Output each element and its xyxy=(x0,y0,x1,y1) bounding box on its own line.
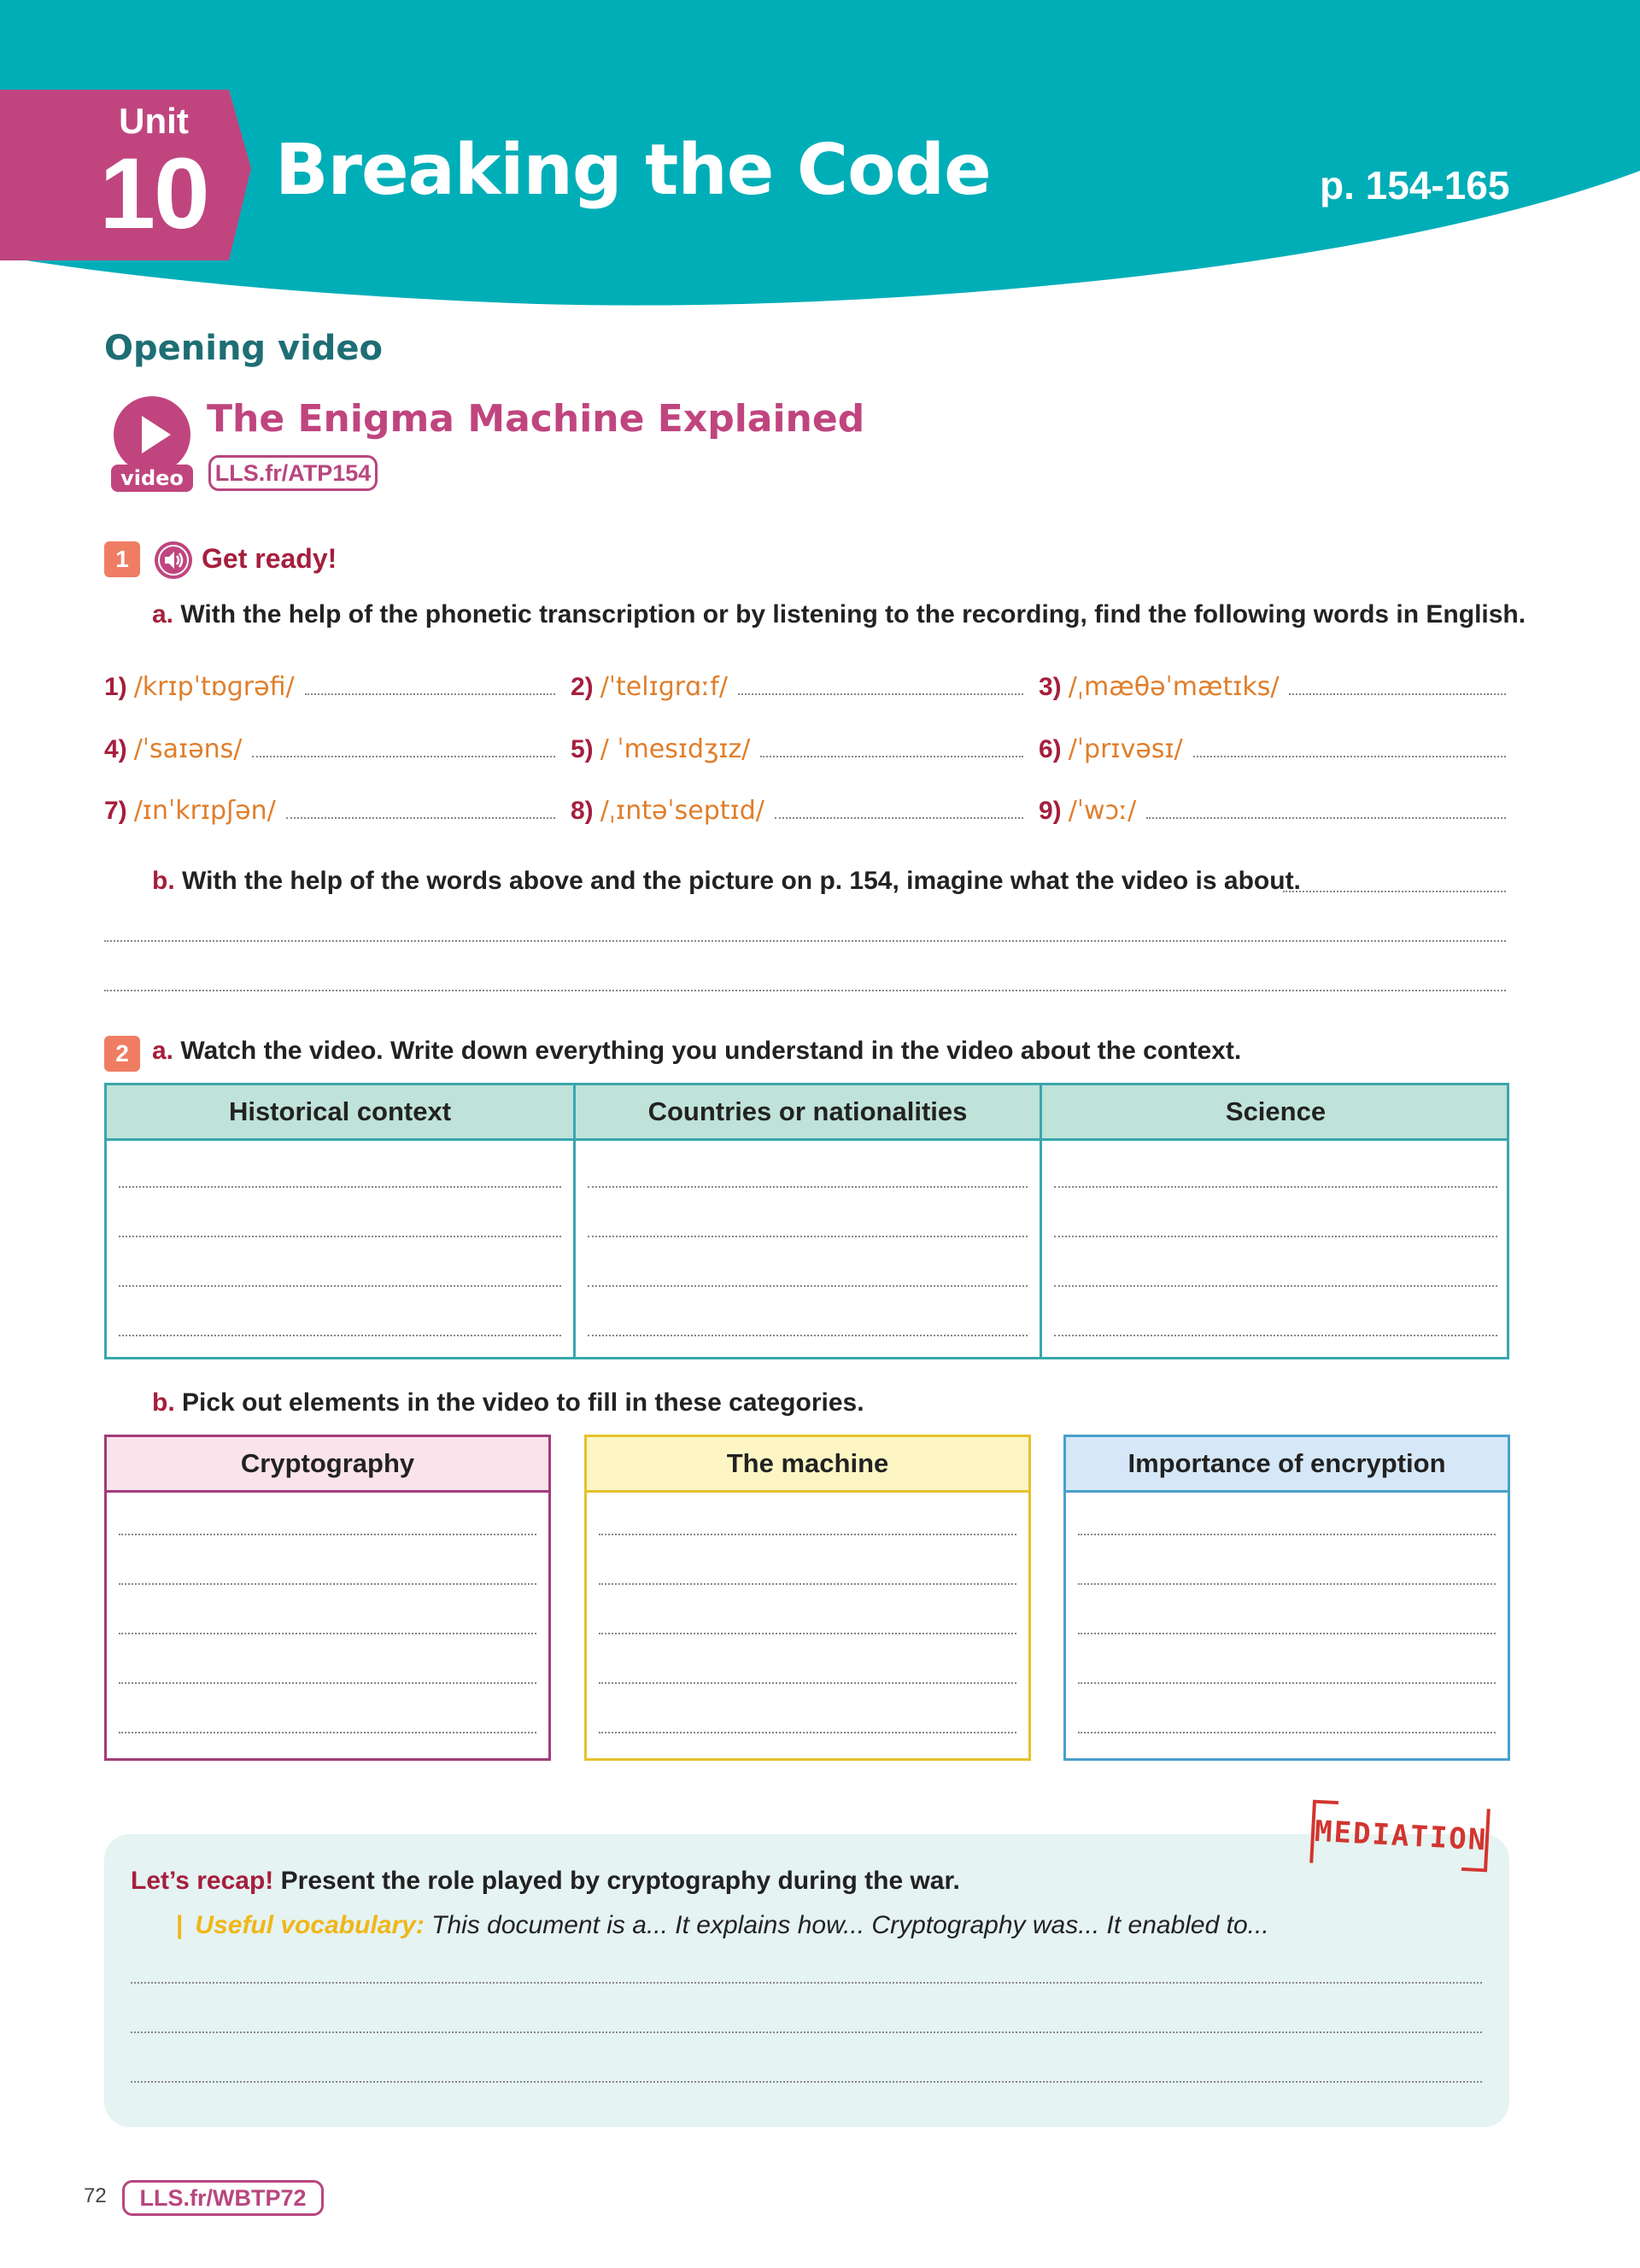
phonetic-number: 6) xyxy=(1039,735,1062,763)
page-number: 72 xyxy=(84,2184,107,2207)
category-title-machine: The machine xyxy=(726,1448,889,1478)
phonetic-number: 4) xyxy=(104,735,127,763)
answer-line[interactable] xyxy=(1146,817,1506,819)
divider xyxy=(107,1138,1507,1141)
answer-line[interactable] xyxy=(286,817,555,819)
answer-line[interactable] xyxy=(738,693,1023,695)
phonetic-number: 5) xyxy=(571,735,594,763)
answer-line[interactable] xyxy=(119,1534,536,1535)
answer-line[interactable] xyxy=(1283,891,1506,892)
recap-instruction xyxy=(131,1867,960,1896)
answer-line[interactable] xyxy=(1078,1682,1496,1684)
exercise-1a-text: With the help of the phonetic transcription or by listening to the recording, find the following words in English. xyxy=(180,600,1526,628)
exercise-1b-letter: b. xyxy=(152,867,175,895)
answer-line[interactable] xyxy=(1054,1335,1497,1336)
exercise-2-number: 2 xyxy=(104,1036,140,1072)
divider xyxy=(107,1490,548,1493)
answer-line[interactable] xyxy=(119,1682,536,1684)
phonetic-item[interactable] xyxy=(571,664,1023,702)
table-header-science: Science xyxy=(1225,1096,1327,1126)
exercise-2a-text: Watch the video. Write down everything you understand in the video about the context. xyxy=(180,1037,1242,1065)
answer-line[interactable] xyxy=(305,693,555,695)
answer-line[interactable] xyxy=(119,1236,561,1237)
answer-line[interactable] xyxy=(119,1732,536,1733)
recap-text: Present the role played by cryptography during the war. xyxy=(280,1867,960,1895)
phonetic-item[interactable] xyxy=(571,727,1023,764)
phonetic-number: 9) xyxy=(1039,797,1062,825)
audio-icon[interactable] xyxy=(154,541,193,580)
phonetic-number: 1) xyxy=(104,673,127,701)
category-title-cryptography: Cryptography xyxy=(240,1448,415,1478)
phonetic-item[interactable] xyxy=(104,727,555,764)
useful-vocabulary xyxy=(176,1911,1269,1940)
answer-line[interactable] xyxy=(119,1186,561,1188)
answer-line[interactable] xyxy=(1054,1186,1497,1188)
exercise-2a-letter: a. xyxy=(152,1037,174,1065)
vocab-label: Useful vocabulary: xyxy=(195,1911,425,1939)
phonetic-transcription: /ˈprɪvəsɪ/ xyxy=(1068,734,1183,764)
answer-line[interactable] xyxy=(599,1682,1016,1684)
phonetic-number: 7) xyxy=(104,797,127,825)
exercise-2a-instruction xyxy=(152,1037,1241,1066)
exercise-1-title: Get ready! xyxy=(202,543,337,574)
answer-line[interactable] xyxy=(1078,1583,1496,1585)
phonetic-item[interactable] xyxy=(104,664,555,702)
answer-line[interactable] xyxy=(599,1534,1016,1535)
answer-line[interactable] xyxy=(1078,1732,1496,1733)
divider xyxy=(587,1490,1028,1493)
play-icon[interactable] xyxy=(109,395,195,497)
answer-line[interactable] xyxy=(131,2081,1482,2083)
answer-line[interactable] xyxy=(1054,1236,1497,1237)
answer-line[interactable] xyxy=(588,1186,1028,1188)
phonetic-number: 2) xyxy=(571,673,594,701)
video-link[interactable]: LLS.fr/ATP154 xyxy=(208,455,378,491)
table-header-countries: Countries or nationalities xyxy=(647,1096,968,1126)
answer-line[interactable] xyxy=(599,1633,1016,1634)
answer-line[interactable] xyxy=(775,817,1023,819)
video-icon-label: video xyxy=(120,466,184,490)
answer-line[interactable] xyxy=(119,1583,536,1585)
video-title: The Enigma Machine Explained xyxy=(207,397,865,441)
exercise-2b-text: Pick out elements in the video to fill in these categories. xyxy=(182,1388,864,1417)
category-title-encryption: Importance of encryption xyxy=(1128,1448,1446,1478)
exercise-1a-letter: a. xyxy=(152,600,174,628)
answer-line[interactable] xyxy=(119,1633,536,1634)
answer-line[interactable] xyxy=(588,1236,1028,1237)
answer-line[interactable] xyxy=(1078,1633,1496,1634)
phonetic-number: 3) xyxy=(1039,673,1062,701)
table-header-historical-context: Historical context xyxy=(228,1096,452,1126)
phonetic-transcription: /ˈtelɪɡrɑːf/ xyxy=(600,672,728,702)
context-table xyxy=(104,1083,1509,1359)
category-box-encryption xyxy=(1063,1435,1510,1761)
answer-line[interactable] xyxy=(1193,756,1506,757)
vocab-bar: | xyxy=(176,1911,184,1939)
page-range: p. 154-165 xyxy=(1320,163,1510,208)
answer-line[interactable] xyxy=(252,756,555,757)
answer-line[interactable] xyxy=(588,1285,1028,1287)
category-box-cryptography xyxy=(104,1435,551,1761)
answer-line[interactable] xyxy=(1289,693,1506,695)
phonetic-transcription: /ˌmæθəˈmætɪks/ xyxy=(1068,672,1280,702)
answer-line[interactable] xyxy=(599,1732,1016,1733)
answer-line[interactable] xyxy=(131,1982,1482,1984)
unit-label: Unit xyxy=(119,101,189,141)
answer-line[interactable] xyxy=(1054,1285,1497,1287)
phonetic-transcription: /ˈwɔː/ xyxy=(1068,796,1137,826)
answer-line[interactable] xyxy=(588,1335,1028,1336)
phonetic-item[interactable] xyxy=(104,788,555,826)
page-title: Breaking the Code xyxy=(275,130,991,211)
vocab-text: This document is a... It explains how... Cryptography was... It enabled to... xyxy=(431,1911,1269,1939)
exercise-1b-instruction xyxy=(152,867,1301,896)
exercise-1a-instruction xyxy=(152,600,1526,629)
divider xyxy=(1066,1490,1508,1493)
recap-label: Let’s recap! xyxy=(131,1867,274,1895)
exercise-2b-instruction xyxy=(152,1388,864,1418)
answer-line[interactable] xyxy=(119,1335,561,1336)
answer-line[interactable] xyxy=(760,756,1023,757)
answer-line[interactable] xyxy=(104,990,1506,991)
answer-line[interactable] xyxy=(131,2031,1482,2033)
phonetic-number: 8) xyxy=(571,797,594,825)
exercise-1b-text: With the help of the words above and the picture on p. 154, imagine what the video is about. xyxy=(182,867,1301,895)
answer-line[interactable] xyxy=(119,1285,561,1287)
exercise-1-number: 1 xyxy=(104,541,140,577)
answer-line[interactable] xyxy=(1078,1534,1496,1535)
phonetic-item[interactable] xyxy=(1039,664,1506,702)
phonetic-transcription: /krɪpˈtɒɡrəfi/ xyxy=(133,672,295,702)
phonetic-transcription: /ˈsaɪəns/ xyxy=(133,734,243,764)
phonetic-item[interactable] xyxy=(571,788,1023,826)
answer-line[interactable] xyxy=(104,940,1506,942)
phonetic-item[interactable] xyxy=(1039,727,1506,764)
opening-video-heading: Opening video xyxy=(104,329,384,368)
phonetic-transcription: / ˈmesɪdʒɪz/ xyxy=(600,734,751,764)
answer-line[interactable] xyxy=(599,1583,1016,1585)
unit-number: 10 xyxy=(99,137,208,250)
mediation-stamp: MEDIATION xyxy=(1309,1800,1491,1873)
phonetic-transcription: /ˌɪntəˈseptɪd/ xyxy=(600,796,764,826)
exercise-2b-letter: b. xyxy=(152,1388,175,1417)
footer-link[interactable]: LLS.fr/WBTP72 xyxy=(122,2180,324,2216)
phonetic-transcription: /ɪnˈkrɪpʃən/ xyxy=(133,796,276,826)
category-box-machine xyxy=(584,1435,1031,1761)
phonetic-item[interactable] xyxy=(1039,788,1506,826)
